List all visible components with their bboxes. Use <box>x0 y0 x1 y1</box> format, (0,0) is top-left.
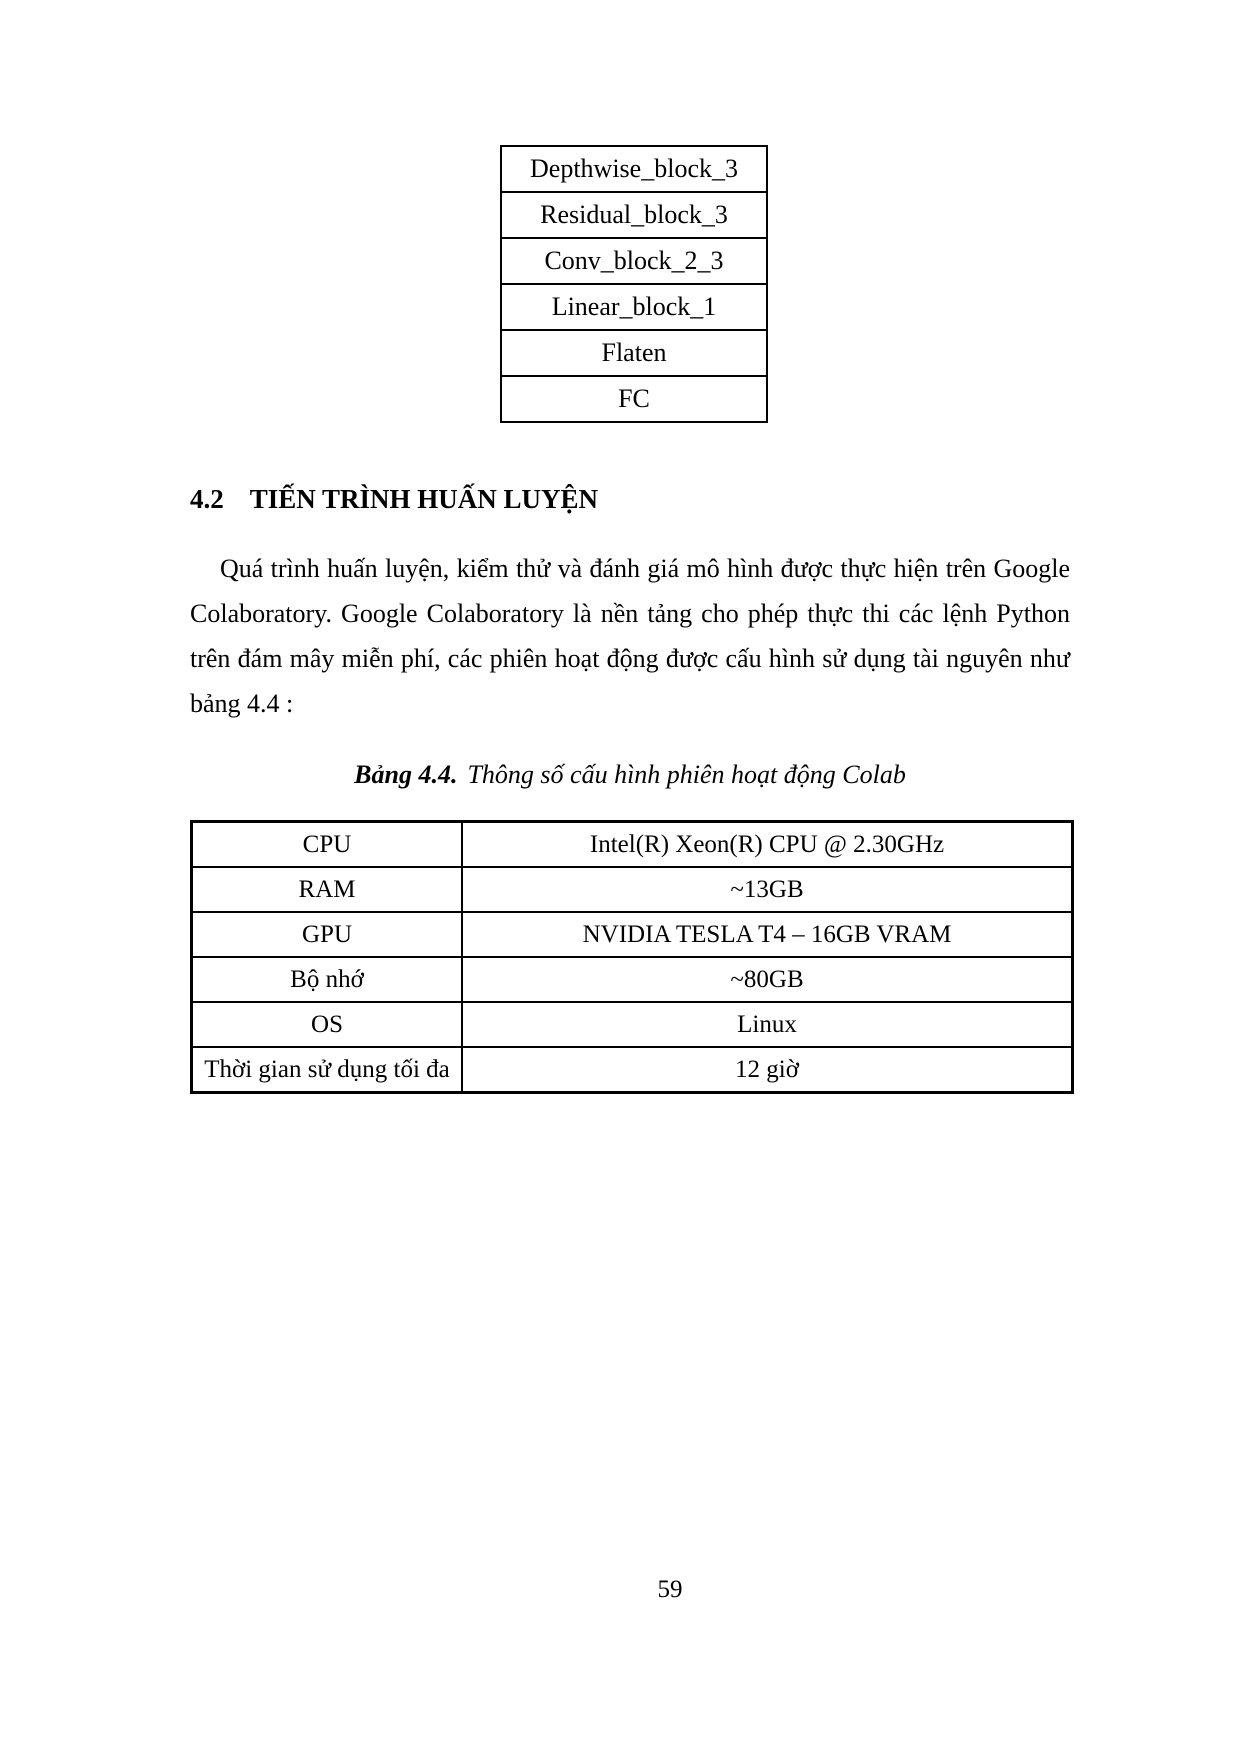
arch-table-cell: Linear_block_1 <box>501 284 767 330</box>
config-key-cell: Bộ nhớ <box>192 957 463 1002</box>
body-paragraph: Quá trình huấn luyện, kiểm thử và đánh giá mô hình được thực hiện trên Google Colaboratory. Google Colaboratory là nền tảng cho phép thực thi các lệnh Python trên đám mây miễn phí, các phiên hoạt động được cấu hình sử dụng tài nguyên như bảng 4.4 : <box>190 554 1070 718</box>
arch-table-row <box>501 376 767 422</box>
table-caption <box>190 760 1070 790</box>
config-value-cell: Intel(R) Xeon(R) CPU @ 2.30GHz <box>462 822 1073 868</box>
arch-table-cell: FC <box>501 376 767 422</box>
config-table-row <box>192 957 1073 1002</box>
arch-table-cell: Depthwise_block_3 <box>501 146 767 192</box>
architecture-table <box>500 145 768 423</box>
arch-table-row <box>501 238 767 284</box>
config-value-cell: NVIDIA TESLA T4 – 16GB VRAM <box>462 912 1073 957</box>
config-value-cell: Linux <box>462 1002 1073 1047</box>
config-key-cell: GPU <box>192 912 463 957</box>
arch-table-cell: Residual_block_3 <box>501 192 767 238</box>
page-number: 59 <box>657 1576 683 1603</box>
config-table-row <box>192 912 1073 957</box>
config-table-row <box>192 822 1073 868</box>
table-caption-label: Bảng 4.4. <box>354 760 458 789</box>
table-caption-text: Thông số cấu hình phiên hoạt động Colab <box>467 760 906 789</box>
config-key-cell: Thời gian sử dụng tối đa <box>192 1047 463 1093</box>
config-key-cell: RAM <box>192 867 463 912</box>
arch-table-cell: Flaten <box>501 330 767 376</box>
config-key-cell: CPU <box>192 822 463 868</box>
section-number: 4.2 <box>190 484 224 514</box>
config-value-cell: ~80GB <box>462 957 1073 1002</box>
colab-config-table <box>190 820 1074 1094</box>
config-value-cell: 12 giờ <box>462 1047 1073 1093</box>
config-key-cell: OS <box>192 1002 463 1047</box>
config-table-row <box>192 1047 1073 1093</box>
section-title: TIẾN TRÌNH HUẤN LUYỆN <box>249 484 599 514</box>
section-heading <box>190 484 598 515</box>
arch-table-row <box>501 146 767 192</box>
config-value-cell: ~13GB <box>462 867 1073 912</box>
arch-table-cell: Conv_block_2_3 <box>501 238 767 284</box>
config-table-row <box>192 867 1073 912</box>
config-table-row <box>192 1002 1073 1047</box>
arch-table-row <box>501 192 767 238</box>
arch-table-row <box>501 330 767 376</box>
arch-table-row <box>501 284 767 330</box>
